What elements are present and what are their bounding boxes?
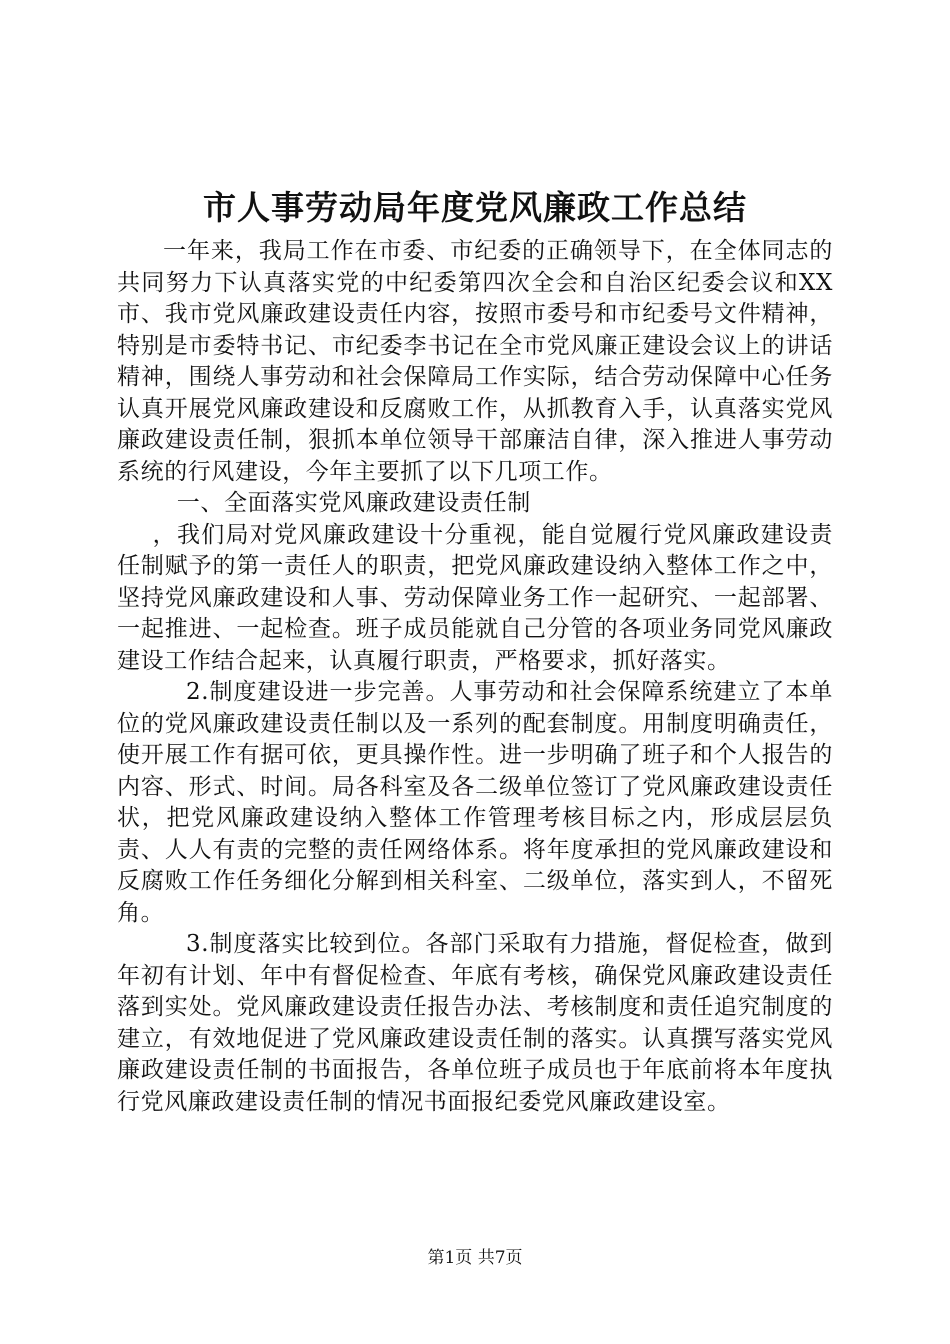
section-heading-1: 一、全面落实党风廉政建设责任制 <box>176 490 531 516</box>
paragraph-item-3: 3.制度落实比较到位。各部门采取有力措施，督促检查，做到年初有计划、年中有督促检查、年底有考核，确保党风廉政建设责任落到实处。党风廉政建设责任报告办法、考核制度和责任追究制度的建立，有效地促进了党风廉政建设责任制的落实。认真撰写落实党风廉政建设责任制的书面报告，各单位班子成员也于年底前将本年度执行党风廉政建设责任制的情况书面报纪委党风廉政建设室。 <box>117 931 833 1115</box>
document-title: 市人事劳动局年度党风廉政工作总结 <box>203 188 747 227</box>
page-footer: 第1页 共7页 <box>427 1248 523 1268</box>
paragraph-intro: 一年来，我局工作在市委、市纪委的正确领导下，在全体同志的共同努力下认真落实党的中纪委第四次全会和自治区纪委会议和XX市、我市党风廉政建设责任内容，按照市委号和市纪委号文件精神，特别是市委特书记、市纪委李书记在全市党风廉正建设会议上的讲话精神，围绕人事劳动和社会保障局工作实际，结合劳动保障中心任务认真开展党风廉政建设和反腐败工作，从抓教育入手，认真落实党风廉政建设责任制，狠抓本单位领导干部廉洁自律，深入推进人事劳动系统的行风建设，今年主要抓了以下几项工作。 <box>117 238 833 485</box>
paragraph-responsibility: ，我们局对党风廉政建设十分重视，能自觉履行党风廉政建设责任制赋予的第一责任人的职责，把党风廉政建设纳入整体工作之中，坚持党风廉政建设和人事、劳动保障业务工作一起研究、一起部署、一起推进、一起检查。班子成员能就自己分管的各项业务同党风廉政建设工作结合起来，认真履行职责，严格要求，抓好落实。 <box>117 521 833 674</box>
paragraph-item-2: 2.制度建设进一步完善。人事劳动和社会保障系统建立了本单位的党风廉政建设责任制以及一系列的配套制度。用制度明确责任，使开展工作有据可依，更具操作性。进一步明确了班子和个人报告的内容、形式、时间。局各科室及各二级单位签订了党风廉政建设责任状，把党风廉政建设纳入整体工作管理考核目标之内，形成层层负责、人人有责的完整的责任网络体系。将年度承担的党风廉政建设和反腐败工作任务细化分解到相关科室、二级单位，落实到人，不留死角。 <box>117 679 833 926</box>
document-body <box>117 236 833 1118</box>
